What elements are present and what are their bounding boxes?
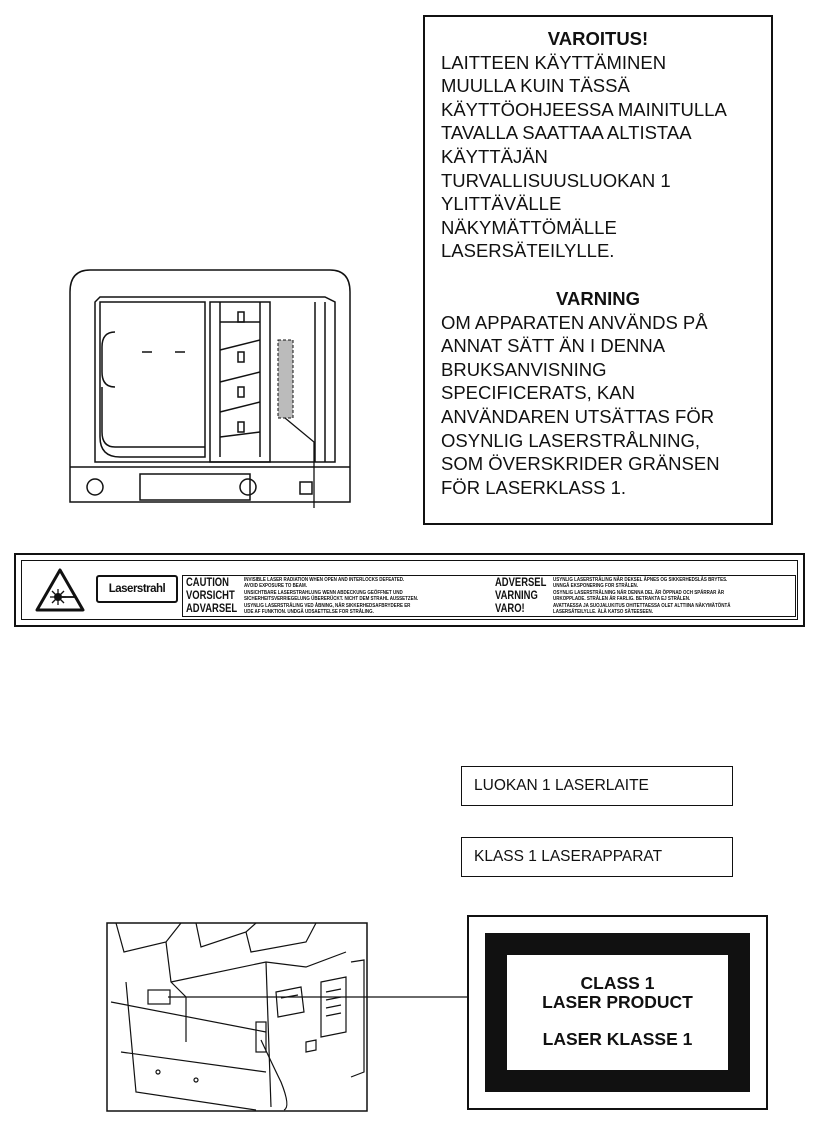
laser-product-line: LASER PRODUCT [542,992,693,1012]
laser-caution-label-inner [21,560,798,620]
advarsel-line2: UDE AF FUNKTION. UNDGÅ UDSAETTELSE FOR STRÅLING. [244,609,374,615]
adversel-entry [495,577,728,589]
caution-keyword: CAUTION [186,577,229,589]
class1-label-black-border [485,933,750,1092]
advarsel-line1: USYNLIG LASERSTRÅLING VED ÅBNING, NÅR SIKKERHEDSAFBRYDERE ER [244,603,411,609]
varning-entry [495,590,725,602]
varo-line1: AVATTAESSA JA SUOJALUKITUS OHITETTAESSA OLET ALTTIINA NÄKYMÄTÖNTÄ [553,603,731,609]
class1-laser-product-label [467,915,768,1110]
varo-line2: LASERSÄTEILYLLE. ÄLÄ KATSO SÄTEESEEN. [553,609,653,615]
finnish-class1-label: LUOKAN 1 LASERLAITE [461,766,733,806]
varo-keyword: VARO! [495,603,525,615]
varning-line1: OSYNLIG LASERSTRÅLNING NÄR DENNA DEL ÄR ÖPPNAD OCH SPÄRRAR ÄR [553,590,725,596]
varning-line2: URKOPPLADE. STRÅLEN ÄR FARLIG. BETRAKTA EJ STRÅLEN. [553,596,691,602]
adversel-keyword: ADVERSEL [495,577,547,589]
laser-warning-triangle-icon [34,567,86,613]
copier-rear-view-illustration [106,922,368,1112]
swedish-class1-label: KLASS 1 LASERAPPARAT [461,837,733,877]
caution-line1: INVISIBLE LASER RADIATION WHEN OPEN AND INTERLOCKS DEFEATED. [244,577,405,583]
copier-top-view-illustration [60,262,360,508]
vorsicht-keyword: VORSICHT [186,590,235,602]
class1-line: CLASS 1 [580,973,655,993]
caution-line2: AVOID EXPOSURE TO BEAM. [244,583,307,589]
caution-entry [186,577,405,589]
vorsicht-line1: UNSICHTBARE LASERSTRAHLUNG WENN ABDECKUNG GEÖFFNET UND [244,590,403,596]
laser-klasse-line: LASER KLASSE 1 [542,1029,693,1049]
advarsel-entry [186,603,411,615]
leader-line [368,995,468,999]
advarsel-keyword: ADVARSEL [186,603,238,615]
varning-keyword: VARNING [495,590,538,602]
varo-entry [495,603,731,615]
swedish-warning-text: OM APPARATEN ANVÄNDS PÅ ANNAT SÄTT ÄN I DENNA BRUKSANVISNING SPECIFICERATS, KAN ANVÄNDAREN UTSÄTTAS FÖR OSYNLIG LASERSTRÅLNING, SOM ÖVERSKRIDER GRÄNSEN FÖR LASERKLASS 1. [441,311,720,498]
laser-warning-box [423,15,773,525]
vorsicht-entry [186,590,419,602]
vorsicht-line2: SICHERHEITSVERRIEGELUNG ÜBERERÜCKT. NICHT DEM STRAHL AUSSETZEN. [244,596,419,602]
class1-label-face [507,955,728,1070]
caution-text-block [182,575,796,617]
adversel-line2: UNNGÅ EKSPONERING FOR STRÅLEN. [553,583,639,589]
finnish-warning-text: LAITTEEN KÄYTTÄMINEN MUULLA KUIN TÄSSÄ KÄYTTÖOHJEESSA MAINITULLA TAVALLA SAATTAA ALTISTAA KÄYTTÄJÄN TURVALLISUUSLUOKAN 1 YLITTÄVÄLLE NÄKYMÄTTÖMÄLLE LASERSÄTEILYLLE. [441,51,727,262]
laserstrahl-badge: Laserstrahl [96,575,178,603]
adversel-line1: USYNLIG LASERSTRÅLING NÅR DEKSEL ÅPNES OG SIKKERHEDSLÅS BRYTES. [553,577,728,583]
finnish-warning-title: VAROITUS! [547,28,649,49]
laser-caution-label [14,553,805,627]
swedish-warning-title: VARNING [556,287,640,309]
